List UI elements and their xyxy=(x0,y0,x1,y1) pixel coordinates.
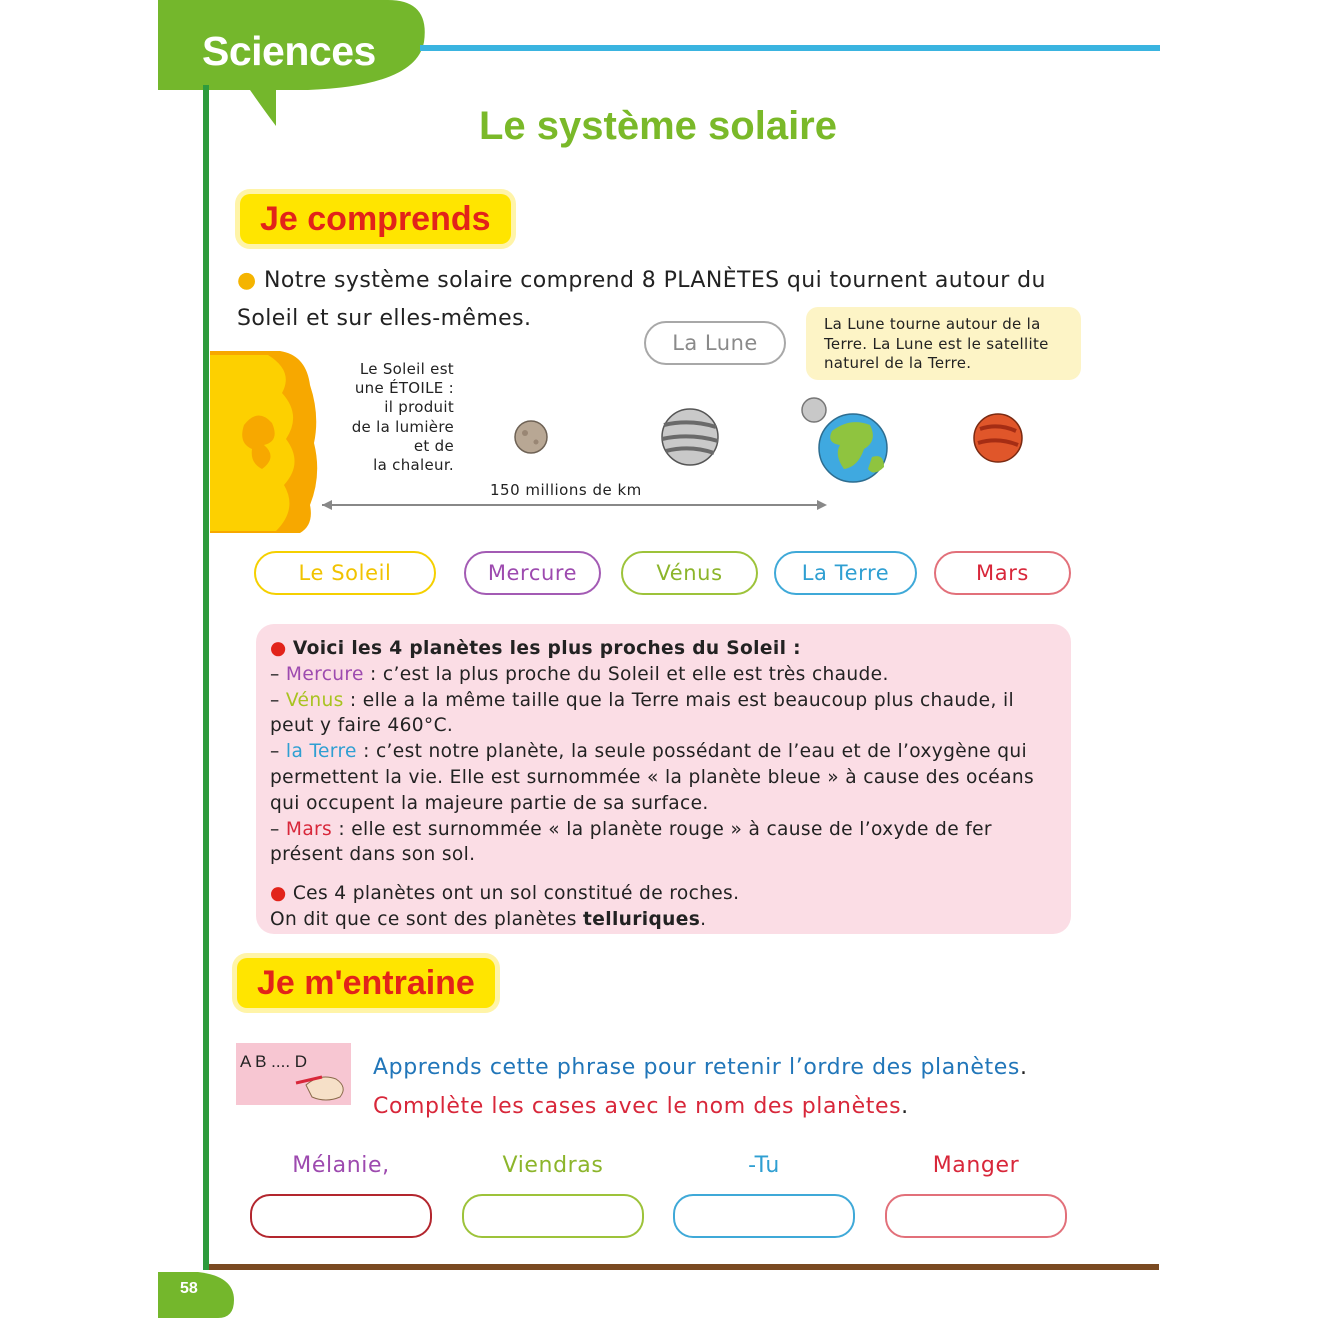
section-heading-entraine: Je m'entraine xyxy=(237,958,495,1008)
info-box xyxy=(256,624,1071,934)
page-number: 58 xyxy=(180,1280,198,1297)
sun-icon xyxy=(210,351,317,533)
info-item xyxy=(270,662,1061,688)
info-item xyxy=(270,739,1061,816)
instruction-complete xyxy=(373,1094,909,1119)
info-footer-text: . xyxy=(700,908,707,930)
info-item xyxy=(270,688,1061,740)
info-footer xyxy=(270,881,1061,907)
instruction-learn xyxy=(373,1055,1028,1080)
info-heading xyxy=(270,636,1061,662)
mercury-icon xyxy=(515,421,547,453)
bullet-icon: ● xyxy=(270,638,287,659)
info-footer-text: On dit que ce sont des planètes xyxy=(270,908,584,930)
planet-name: Vénus xyxy=(285,689,344,711)
sun-note xyxy=(330,360,454,475)
moon-label: La Lune xyxy=(644,321,786,365)
subject-label: Sciences xyxy=(202,28,376,74)
moon-icon xyxy=(802,398,826,422)
planet-name: Mercure xyxy=(285,663,364,685)
sun-note-line: la chaleur. xyxy=(373,456,454,475)
bullet-icon: ● xyxy=(237,268,257,293)
info-footer-line: Ces 4 planètes ont un sol constitué de roches. xyxy=(292,883,740,905)
info-item-text: : c’est notre planète, la seule possédant de l’eau et de l’oxygène qui permettent la vie. Elle est surnommée « la planète bleue » à cause des océans qui occupent la majeure partie de sa surface. xyxy=(270,741,1034,814)
info-item-text: : c’est la plus proche du Soleil et elle est très chaude. xyxy=(363,663,889,685)
answer-box-earth[interactable] xyxy=(673,1194,855,1238)
dash: – xyxy=(270,663,286,685)
info-item-text: : elle a la même taille que la Terre mais est beaucoup plus chaude, il peut y faire 460°C. xyxy=(270,689,1015,737)
venus-icon xyxy=(662,409,718,465)
dash: – xyxy=(270,818,286,840)
answer-box-venus[interactable] xyxy=(462,1194,644,1238)
intro-text: Notre système solaire comprend 8 PLANÈTES qui tournent autour du Soleil et sur elles-mêmes. xyxy=(237,268,1046,331)
label-mercury: Mercure xyxy=(464,551,601,595)
answer-box-mercury[interactable] xyxy=(250,1194,432,1238)
header-rule xyxy=(420,45,1160,51)
page-title-text: Le système solaire xyxy=(479,104,837,148)
earth-icon xyxy=(819,414,887,482)
label-mars: Mars xyxy=(934,551,1071,595)
instruction-learn-text: Apprends cette phrase pour retenir l’ordre des planètes xyxy=(373,1055,1020,1080)
info-heading-text: Voici les 4 planètes les plus proches du Soleil : xyxy=(292,638,801,659)
label-earth: La Terre xyxy=(774,551,917,595)
planet-name: Mars xyxy=(285,818,333,840)
instruction-learn-end: . xyxy=(1019,1055,1028,1080)
sun-note-line: de la lumière xyxy=(351,417,454,436)
sun-note-line: il produit xyxy=(384,398,454,417)
abc-text: A B .... D xyxy=(240,1052,308,1071)
page-title xyxy=(0,104,1318,149)
sun-note-line: Le Soleil est xyxy=(359,360,454,378)
sun-note-line: et de xyxy=(413,436,454,455)
writing-hand-icon xyxy=(236,1043,351,1105)
section-heading-comprends: Je comprends xyxy=(240,194,511,244)
info-item-text: : elle est surnommée « la planète rouge » à cause de l’oxyde de fer présent dans son sol. xyxy=(270,818,992,866)
label-sun: Le Soleil xyxy=(254,551,436,595)
mars-icon xyxy=(974,414,1022,462)
mnemonic-word: Mélanie, xyxy=(292,1153,390,1178)
distance-arrow-icon xyxy=(322,500,827,510)
distance-label: 150 millions de km xyxy=(490,481,642,499)
mnemonic-word: -Tu xyxy=(748,1153,780,1178)
moon-note: La Lune tourne autour de la Terre. La Lune est le satellite naturel de la Terre. xyxy=(806,307,1081,380)
answer-box-mars[interactable] xyxy=(885,1194,1067,1238)
mnemonic-word: Viendras xyxy=(502,1153,604,1178)
dash: – xyxy=(270,689,286,711)
sun-note-line: une ÉTOILE : xyxy=(354,379,454,398)
info-footer xyxy=(270,907,1061,933)
dash: – xyxy=(270,741,286,763)
label-venus: Vénus xyxy=(621,551,758,595)
instruction-complete-text: Complète les cases avec le nom des planètes xyxy=(373,1094,902,1119)
margin-rule xyxy=(203,85,209,1270)
footer-rule xyxy=(209,1264,1159,1270)
bullet-icon: ● xyxy=(270,883,287,905)
keyword-telluriques: telluriques xyxy=(583,908,701,930)
mnemonic-word: Manger xyxy=(932,1153,1020,1178)
instruction-complete-end: . xyxy=(901,1094,909,1119)
info-item xyxy=(270,817,1061,869)
planet-name: la Terre xyxy=(285,741,357,763)
